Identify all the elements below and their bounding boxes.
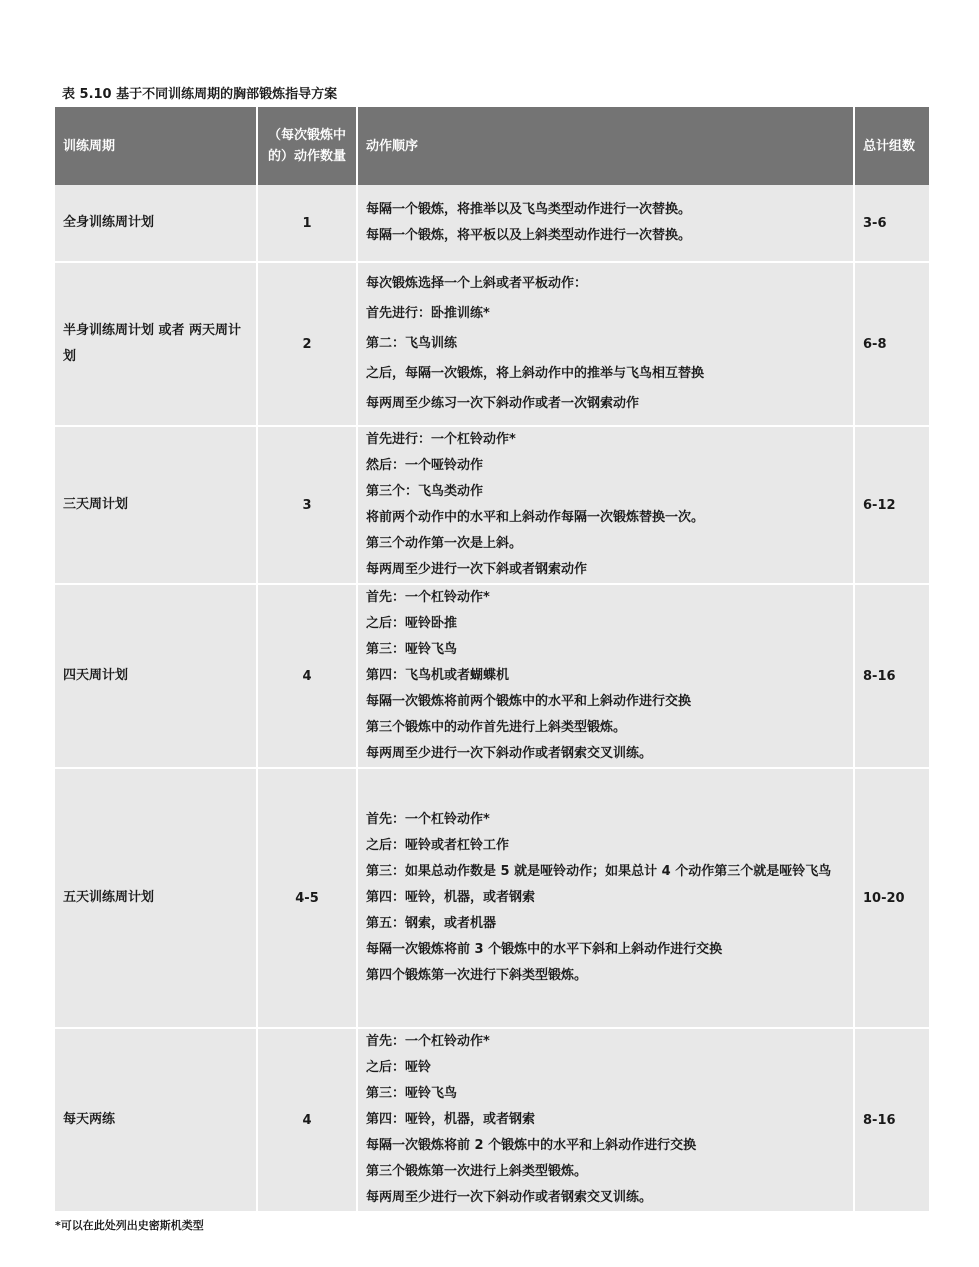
table-row <box>55 427 929 585</box>
cell-count: 2 <box>258 263 358 427</box>
step-line: 第四个锻炼第一次进行下斜类型锻炼。 <box>366 968 588 983</box>
cell-steps <box>358 1029 855 1213</box>
step-line: 将前两个动作中的水平和上斜动作每隔一次锻炼替换一次。 <box>366 510 705 525</box>
step-line: 然后：一个哑铃动作 <box>366 458 484 473</box>
step-line: 第三：如果总动作数是 5 就是哑铃动作；如果总计 4 个动作第三个就是哑铃飞鸟 <box>366 864 832 879</box>
cell-period: 全身训练周计划 <box>55 185 258 263</box>
cell-steps <box>358 185 855 263</box>
step-line: 每隔一个锻炼，将平板以及上斜类型动作进行一次替换。 <box>366 228 692 243</box>
cell-period: 半身训练周计划 或者 两天周计划 <box>55 263 258 427</box>
cell-period: 四天周计划 <box>55 585 258 769</box>
chest-training-table <box>55 107 929 1213</box>
step-line: 首先：一个杠铃动作* <box>366 590 490 605</box>
cell-steps <box>358 263 855 427</box>
footnote: *可以在此处列出史密斯机类型 <box>55 1219 204 1232</box>
cell-period: 三天周计划 <box>55 427 258 585</box>
table-row <box>55 769 929 1029</box>
step-line: 每两周至少进行一次下斜动作或者钢索交叉训练。 <box>366 746 653 761</box>
step-line: 第三个：飞鸟类动作 <box>366 484 484 499</box>
cell-count: 4-5 <box>258 769 358 1029</box>
step-line: 第四：哑铃，机器，或者钢索 <box>366 1112 536 1127</box>
step-line: 第四：哑铃，机器，或者钢索 <box>366 890 536 905</box>
table-row <box>55 585 929 769</box>
step-line: 第四：飞鸟机或者蝴蝶机 <box>366 668 510 683</box>
step-line: 之后：哑铃卧推 <box>366 616 458 631</box>
step-line: 首先进行：卧推训练* <box>366 306 490 321</box>
step-line: 第二：飞鸟训练 <box>366 336 458 351</box>
step-line: 第三个动作第一次是上斜。 <box>366 536 523 551</box>
step-line: 每次锻炼选择一个上斜或者平板动作： <box>366 276 588 291</box>
cell-sets: 10-20 <box>855 769 929 1029</box>
step-line: 之后：哑铃或者杠铃工作 <box>366 838 510 853</box>
step-line: 首先：一个杠铃动作* <box>366 1034 490 1049</box>
step-line: 首先进行：一个杠铃动作* <box>366 432 516 447</box>
step-line: 之后，每隔一次锻炼，将上斜动作中的推举与飞鸟相互替换 <box>366 366 705 381</box>
header-period: 训练周期 <box>55 107 258 185</box>
step-line: 第三个锻炼中的动作首先进行上斜类型锻炼。 <box>366 720 627 735</box>
cell-sets: 6-12 <box>855 427 929 585</box>
step-line: 每隔一个锻炼，将推举以及飞鸟类型动作进行一次替换。 <box>366 202 692 217</box>
step-line: 每两周至少练习一次下斜动作或者一次钢索动作 <box>366 396 640 411</box>
cell-period: 五天训练周计划 <box>55 769 258 1029</box>
step-line: 第三个锻炼第一次进行上斜类型锻炼。 <box>366 1164 588 1179</box>
cell-steps <box>358 585 855 769</box>
cell-sets: 8-16 <box>855 585 929 769</box>
header-count: （每次锻炼中的）动作数量 <box>258 107 358 185</box>
cell-sets: 3-6 <box>855 185 929 263</box>
cell-count: 4 <box>258 1029 358 1213</box>
table-header-row <box>55 107 929 185</box>
step-line: 第三：哑铃飞鸟 <box>366 1086 458 1101</box>
step-line: 首先：一个杠铃动作* <box>366 812 490 827</box>
cell-count: 1 <box>258 185 358 263</box>
step-line: 第五：钢索，或者机器 <box>366 916 497 931</box>
cell-count: 3 <box>258 427 358 585</box>
cell-count: 4 <box>258 585 358 769</box>
header-sets: 总计组数 <box>855 107 929 185</box>
header-order: 动作顺序 <box>358 107 855 185</box>
table-caption: 表 5.10 基于不同训练周期的胸部锻炼指导方案 <box>62 87 338 102</box>
step-line: 每隔一次锻炼将前两个锻炼中的水平和上斜动作进行交换 <box>366 694 692 709</box>
step-line: 每隔一次锻炼将前 2 个锻炼中的水平和上斜动作进行交换 <box>366 1138 697 1153</box>
step-line: 每两周至少进行一次下斜或者钢索动作 <box>366 562 588 577</box>
cell-steps <box>358 427 855 585</box>
table-row <box>55 1029 929 1213</box>
step-line: 每隔一次锻炼将前 3 个锻炼中的水平下斜和上斜动作进行交换 <box>366 942 723 957</box>
cell-steps <box>358 769 855 1029</box>
table-row <box>55 263 929 427</box>
step-line: 第三：哑铃飞鸟 <box>366 642 458 657</box>
cell-sets: 6-8 <box>855 263 929 427</box>
step-line: 之后：哑铃 <box>366 1060 432 1075</box>
table-row <box>55 185 929 263</box>
cell-sets: 8-16 <box>855 1029 929 1213</box>
step-line: 每两周至少进行一次下斜动作或者钢索交叉训练。 <box>366 1190 653 1205</box>
cell-period: 每天两练 <box>55 1029 258 1213</box>
